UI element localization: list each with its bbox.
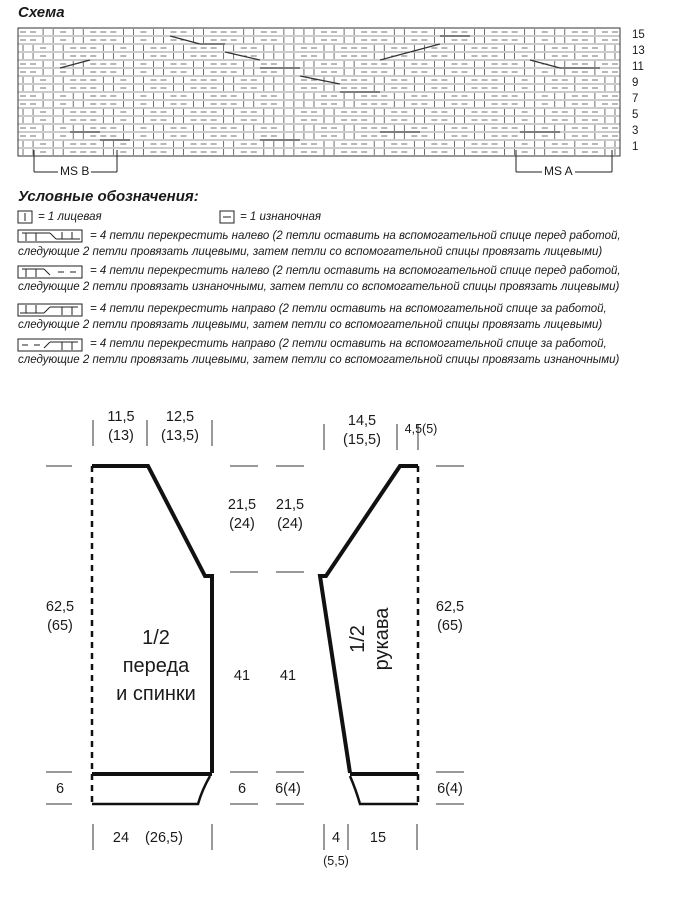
row-number: 13	[632, 45, 645, 57]
legend-knit: = 1 лицевая	[38, 211, 102, 223]
sleeve-rib-left-dim: 6(4)	[275, 781, 301, 797]
purl-symbol-icon	[220, 211, 234, 223]
body-width-dim: 24	[112, 830, 130, 846]
row-number: 1	[632, 141, 639, 153]
body-armhole-dim-alt: (24)	[229, 516, 255, 532]
sleeve-bottom-width-dim: 15	[369, 830, 387, 846]
sleeve-label	[346, 579, 394, 699]
legend-cable2-cont: следующие 2 петли провязать изнаночными, затем петли со вспомогательной спицы провязать лицевыми)	[18, 281, 620, 293]
legend-cable4-cont: следующие 2 петли провязать лицевыми, затем петли со вспомогательной спицы провязать изнаночными)	[18, 354, 620, 366]
ms-b-label: MS B	[60, 164, 90, 178]
sleeve-side-dim: 41	[279, 668, 297, 684]
cable-left-purl-icon	[18, 266, 82, 278]
sleeve-bottom-small-dim: 4	[331, 830, 341, 846]
body-label-3: и спинки	[116, 683, 196, 705]
sleeve-cap-dim-alt: (24)	[277, 516, 303, 532]
ms-a-label: MS A	[544, 164, 573, 178]
legend-title: Условные обозначения:	[18, 188, 199, 205]
knit-symbol-icon	[18, 211, 32, 223]
row-number: 5	[632, 109, 639, 121]
row-number: 9	[632, 77, 639, 89]
legend-cable3-cont: следующие 2 петли провязать лицевыми, затем петли со вспомогательной спицы провязать лицевыми)	[18, 319, 603, 331]
body-rib-dim: 6	[55, 781, 65, 797]
sleeve-height-dim: 62,5	[435, 599, 465, 615]
cable-left-knit-icon	[18, 230, 82, 242]
sleeve-label-1: 1/2	[347, 625, 369, 653]
legend-cable3: = 4 петли перекрестить направо (2 петли оставить на вспомогательной спице за работой,	[90, 303, 607, 315]
body-top-left-dim: 11,5	[107, 409, 135, 425]
legend-cable2: = 4 петли перекрестить налево (2 петли оставить на вспомогательной спице перед работой,	[90, 265, 621, 277]
body-top-left-dim-alt: (13)	[108, 428, 134, 444]
cable-right-knit-icon	[18, 304, 82, 316]
body-label-1: 1/2	[142, 627, 170, 649]
row-number: 15	[632, 29, 645, 41]
sleeve-bottom-small-dim-alt: (5,5)	[323, 854, 349, 868]
body-armhole-dim: 21,5	[227, 497, 257, 513]
body-top-right-dim: 12,5	[165, 409, 195, 425]
body-rib-right-dim: 6	[237, 781, 247, 797]
legend-cable1-cont: следующие 2 петли провязать лицевыми, затем петли со вспомогательной спицы провязать лицевыми)	[18, 246, 603, 258]
legend-cable4: = 4 петли перекрестить направо (2 петли оставить на вспомогательной спице за работой,	[90, 338, 607, 350]
sleeve-top-small-dim: 4,5(5)	[404, 422, 438, 436]
sleeve-top-width-dim-alt: (15,5)	[343, 432, 381, 448]
body-label-2: переда	[122, 655, 190, 677]
body-width-dim-alt: (26,5)	[145, 830, 183, 846]
knitting-chart-grid	[18, 28, 620, 156]
row-number: 7	[632, 93, 639, 105]
body-side-dim: 41	[233, 668, 251, 684]
sleeve-height-dim-alt: (65)	[437, 618, 463, 634]
row-number: 11	[632, 61, 644, 73]
sleeve-label-2: рукава	[371, 607, 393, 671]
body-height-dim: 62,5	[45, 599, 75, 615]
body-top-right-dim-alt: (13,5)	[161, 428, 199, 444]
body-height-dim-alt: (65)	[47, 618, 73, 634]
legend-purl: = 1 изнаночная	[240, 211, 321, 223]
sleeve-cap-dim: 21,5	[275, 497, 305, 513]
cable-right-purl-icon	[18, 339, 82, 351]
sleeve-rib-right-dim: 6(4)	[437, 781, 463, 797]
legend-cable1: = 4 петли перекрестить налево (2 петли оставить на вспомогательной спице перед работой,	[90, 230, 621, 242]
chart-title: Схема	[18, 4, 65, 21]
sleeve-top-width-dim: 14,5	[347, 413, 377, 429]
row-number: 3	[632, 125, 639, 137]
